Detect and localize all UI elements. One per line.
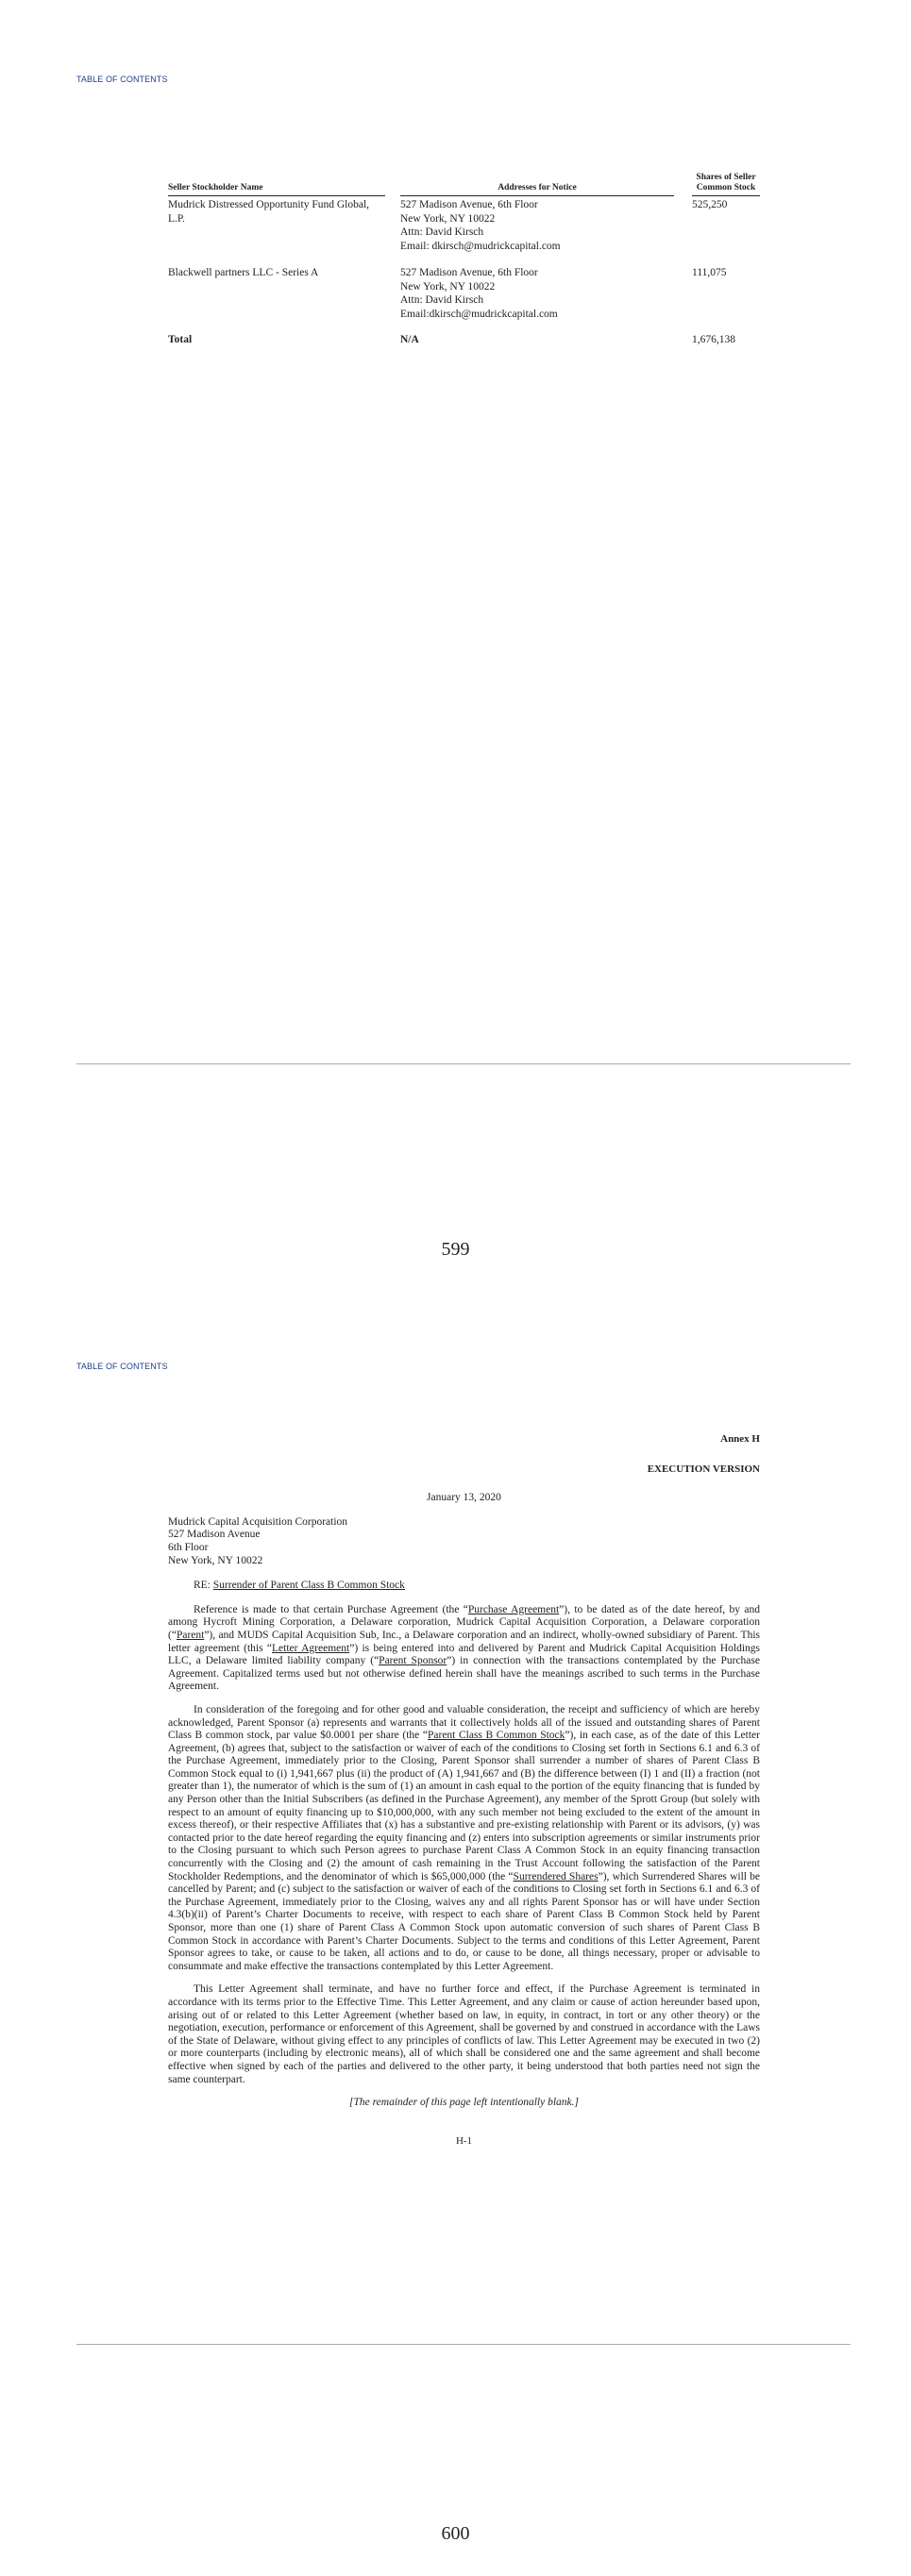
page-divider — [76, 2344, 851, 2345]
table-row — [168, 266, 760, 333]
addressee-line: 527 Madison Avenue — [168, 1529, 261, 1541]
address-line: New York, NY 10022 — [400, 212, 496, 225]
footer-page-label: H-1 — [455, 2134, 473, 2147]
header-seller-name: Seller Stockholder Name — [168, 183, 385, 196]
execution-version-label: EXECUTION VERSION — [647, 1463, 760, 1475]
addressee-line: Mudrick Capital Acquisition Corporation — [168, 1515, 348, 1528]
re-line — [194, 1580, 760, 1593]
seller-address — [400, 266, 674, 321]
address-line: Attn: David Kirsch — [400, 226, 484, 238]
paragraph-reference: Reference is made to that certain Purchase Agreement (the “Purchase Agreement”), to be dated as of the date hereof, by and among Hycroft Mining Corporation, a Delaware corporation, Mudrick Capital Acquisition Corporation, a Delaware corporation (“Parent”), and MUDS Capital Acquisition Sub, Inc., a Delaware corporation and an indirect, wholly-owned subsidiary of Parent. This letter agreement (this “Letter Agreement”) is being entered into and delivered by Parent and Mudrick Capital Acquisition Holdings LLC, a Delaware limited liability company (“Parent Sponsor”) in connection with the transactions contemplated by the Purchase Agreement. Capitalized terms used but not otherwise defined herein shall have the meanings ascribed to such terms in the Purchase Agreement. — [168, 1603, 761, 1693]
header-shares: Shares of Seller Common Stock — [692, 173, 760, 196]
table-row — [168, 198, 760, 266]
paragraph-termination: This Letter Agreement shall terminate, and have no further force and effect, if the Purchase Agreement is terminated in accordance with its terms prior to the Effective Time. This Letter Agreement, and any claim or cause of action hereunder based upon, arising out of or related to this Letter Agreement (whether based on law, in equity, in contract, in tort or any other theory) or the negotiation, execution, performance or enforcement of this Agreement, shall be governed by and construed in accordance with the Laws of the State of Delaware, without giving effect to any principles of conflicts of law. This Letter Agreement may be executed in two (2) or more counterparts (including by electronic means), all of which shall be considered one and the same agreement and shall become effective when signed by each of the parties and delivered to the other party, it being understood that both parties need not sign the same counterpart. — [168, 1983, 760, 2085]
seller-stockholder-table — [168, 142, 760, 348]
address-line: Email:dkirsch@mudrickcapital.com — [400, 308, 558, 320]
table-of-contents-link[interactable]: TABLE OF CONTENTS — [76, 75, 168, 84]
seller-name: Blackwell partners LLC - Series A — [168, 267, 319, 278]
blank-page-notice: [The remainder of this page left intentionally blank.] — [349, 2097, 579, 2109]
addressee-block — [168, 1516, 760, 1567]
page-number: 599 — [441, 1239, 470, 1260]
table-total-row — [168, 333, 760, 348]
table-of-contents-link[interactable]: TABLE OF CONTENTS — [76, 1362, 168, 1371]
letter-date: January 13, 2020 — [427, 1492, 501, 1504]
annex-label: Annex H — [720, 1433, 760, 1445]
re-label: RE: — [194, 1580, 213, 1592]
seller-address — [400, 198, 674, 253]
total-label: Total — [168, 334, 193, 345]
address-line: 527 Madison Avenue, 6th Floor — [400, 199, 538, 210]
page-number: 600 — [441, 2523, 470, 2544]
address-line: 527 Madison Avenue, 6th Floor — [400, 267, 538, 278]
address-line: Attn: David Kirsch — [400, 294, 484, 306]
paragraph-consideration: In consideration of the foregoing and for other good and valuable consideration, the receipt and sufficiency of which are hereby acknowledged, Parent Sponsor (a) represents and warrants that it collectively holds all of the issued and outstanding shares of Parent Class B common stock, par value $0.0001 per share (the “Parent Class B Common Stock”), in each case, as of the date of this Letter Agreement, (b) agrees that, subject to the satisfaction or waiver of each of the conditions to Closing set forth in Sections 6.1 and 6.3 of the Purchase Agreement, immediately prior to the Closing, Parent Sponsor shall surrender a number of shares of Parent Class B Common Stock equal to (i) 1,941,667 plus (ii) the product of (A) 1,941,667 and (B) the difference between (I) 1 and (II) a fraction (not greater than 1), the numerator of which is the sum of (1) an amount in cash equal to the portion of the equity financing that is funded by any Person other than the Initial Subscribers (as defined in the Purchase Agreement), any member of the Sprott Group (but solely with respect to an amount of equity financing up to $10,000,000, with any such member not being excluded to the extent of the amount in excess thereof), or their respective Affiliates that (x) has a substantive and pre-existing relationship with Parent or its advisors, (y) was contacted prior to the date hereof regarding the equity financing and (z) enters into subscription agreements or similar instruments prior to the Closing pursuant to which such Person agrees to purchase Parent Class A Common Stock in an equity financing transaction concurrently with the Closing and (2) the amount of cash remaining in the Trust Account following the satisfaction of the Parent Stockholder Redemptions, and the denominator of which is $65,000,000 (the “Surrendered Shares”), which Surrendered Shares will be cancelled by Parent; and (c) subject to the satisfaction or waiver of each of the conditions to Closing set forth in Sections 6.1 and 6.3 of the Purchase Agreement, immediately prior to the Closing, waives any and all rights Parent Sponsor has or will have under Section 4.3(b)(ii) of Parent’s Charter Documents to receive, with respect to each share of Parent Class B Common Stock held by Parent Sponsor, more than one (1) share of Parent Class A Common Stock upon automatic conversion of such shares of Parent Class B Common Stock in accordance with Parent’s Charter Documents. Subject to the terms and conditions of this Letter Agreement, Parent Sponsor agrees to take, or cause to be taken, all actions and to do, or cause to be done, all things necessary, proper or advisable to consummate and make effective the transactions contemplated by this Letter Agreement. — [168, 1703, 761, 1972]
re-subject: Surrender of Parent Class B Common Stock — [212, 1580, 405, 1592]
header-address: Addresses for Notice — [400, 183, 674, 196]
total-address: N/A — [400, 334, 419, 345]
address-line: New York, NY 10022 — [400, 280, 496, 293]
addressee-line: 6th Floor — [168, 1541, 209, 1553]
seller-shares: 525,250 — [692, 199, 728, 210]
address-line: Email: dkirsch@mudrickcapital.com — [400, 240, 561, 252]
seller-name: Mudrick Distressed Opportunity Fund Global, L.P. — [168, 199, 370, 225]
annex-h-letter — [168, 1433, 760, 2148]
addressee-line: New York, NY 10022 — [168, 1554, 263, 1566]
total-shares: 1,676,138 — [692, 334, 735, 345]
seller-shares: 111,075 — [692, 267, 727, 278]
table-header — [168, 142, 760, 196]
page-divider — [76, 1063, 851, 1064]
